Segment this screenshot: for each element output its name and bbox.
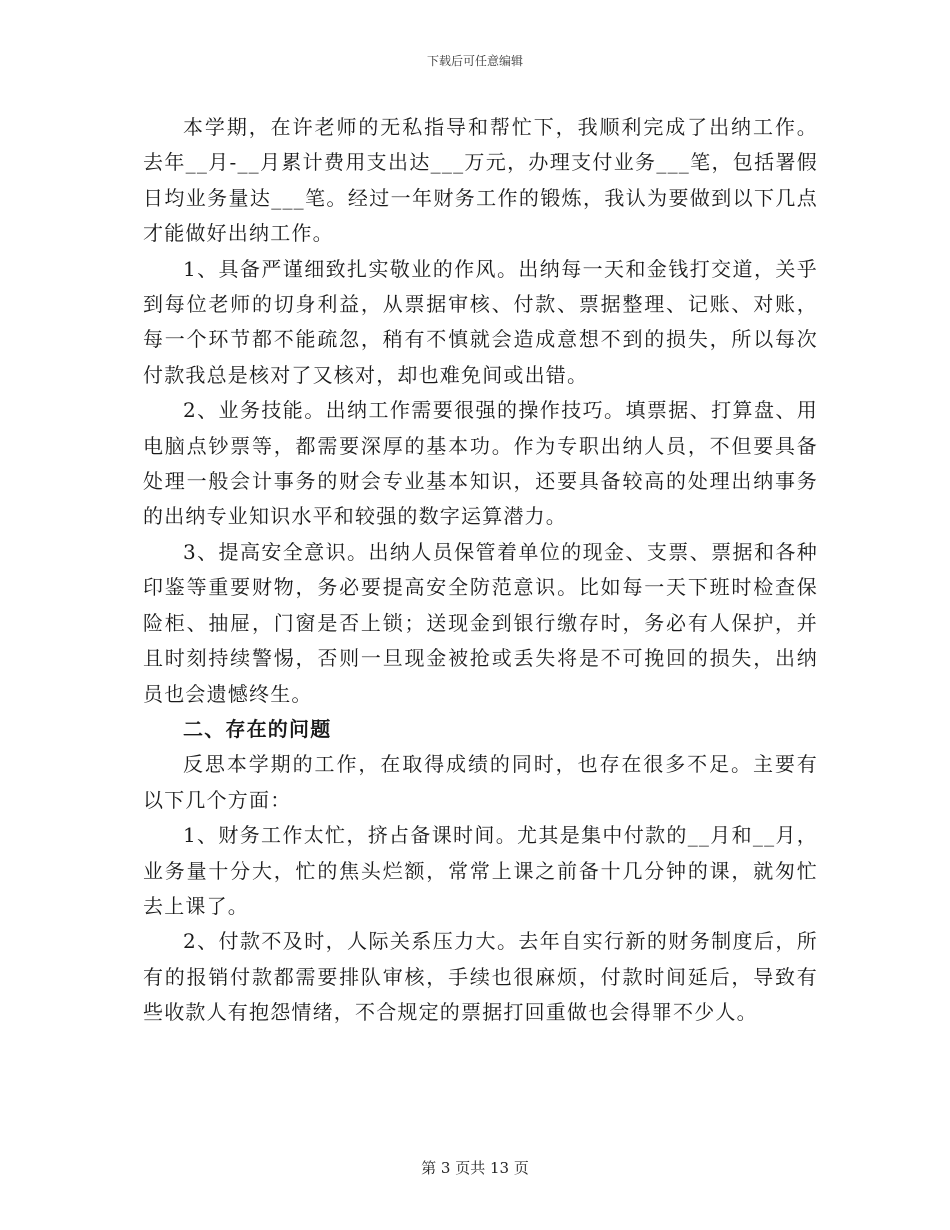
paragraph-problem-1: 1、财务工作太忙，挤占备课时间。尤其是集中付款的__月和__月，业务量十分大，忙的焦头烂额，常常上课之前备十几分钟的课，就匆忙去上课了。 bbox=[143, 823, 818, 918]
paragraph-problem-2: 2、付款不及时，人际关系压力大。去年自实行新的财务制度后，所有的报销付款都需要排队审核，手续也很麻烦，付款时间延后，导致有些收款人有抱怨情绪，不合规定的票据打回重做也会得罪不少人。 bbox=[143, 929, 818, 1025]
paragraph-intro: 本学期，在许老师的无私指导和帮忙下，我顺利完成了出纳工作。去年__月-__月累计费用支出达___万元，办理支付业务___笔，包括署假日均业务量达___笔。经过一年财务工作的锻炼，我认为要做到以下几点才能做好出纳工作。 bbox=[143, 115, 818, 246]
page-footer: 第 3 页共 13 页 bbox=[421, 1159, 529, 1177]
paragraph-point-1: 1、具备严谨细致扎实敬业的作风。出纳每一天和金钱打交道，关乎到每位老师的切身利益，从票据审核、付款、票据整理、记账、对账，每一个环节都不能疏忽，稍有不慎就会造成意想不到的损失，所以每次付款我总是核对了又核对，却也难免间或出错。 bbox=[143, 256, 818, 387]
paragraph-reflection: 反思本学期的工作，在取得成绩的同时，也存在很多不足。主要有以下几个方面： bbox=[143, 752, 818, 812]
paragraph-point-2: 2、业务技能。出纳工作需要很强的操作技巧。填票据、打算盘、用电脑点钞票等，都需要深厚的基本功。作为专职出纳人员，不但要具备处理一般会计事务的财会专业基本知识，还要具备较高的处理出纳事务的出纳专业知识水平和较强的数字运算潜力。 bbox=[143, 398, 818, 529]
document-body bbox=[143, 110, 818, 1031]
paragraph-point-3: 3、提高安全意识。出纳人员保管着单位的现金、支票、票据和各种印鉴等重要财物，务必要提高安全防范意识。比如每一天下班时检查保险柜、抽屉，门窗是否上锁；送现金到银行缴存时，务必有人保护，并且时刻持续警惕，否则一旦现金被抢或丢失将是不可挽回的损失，出纳员也会遗憾终生。 bbox=[143, 539, 818, 706]
section-heading: 二、存在的问题 bbox=[183, 716, 332, 741]
page-header: 下载后可任意编辑 bbox=[426, 54, 523, 68]
